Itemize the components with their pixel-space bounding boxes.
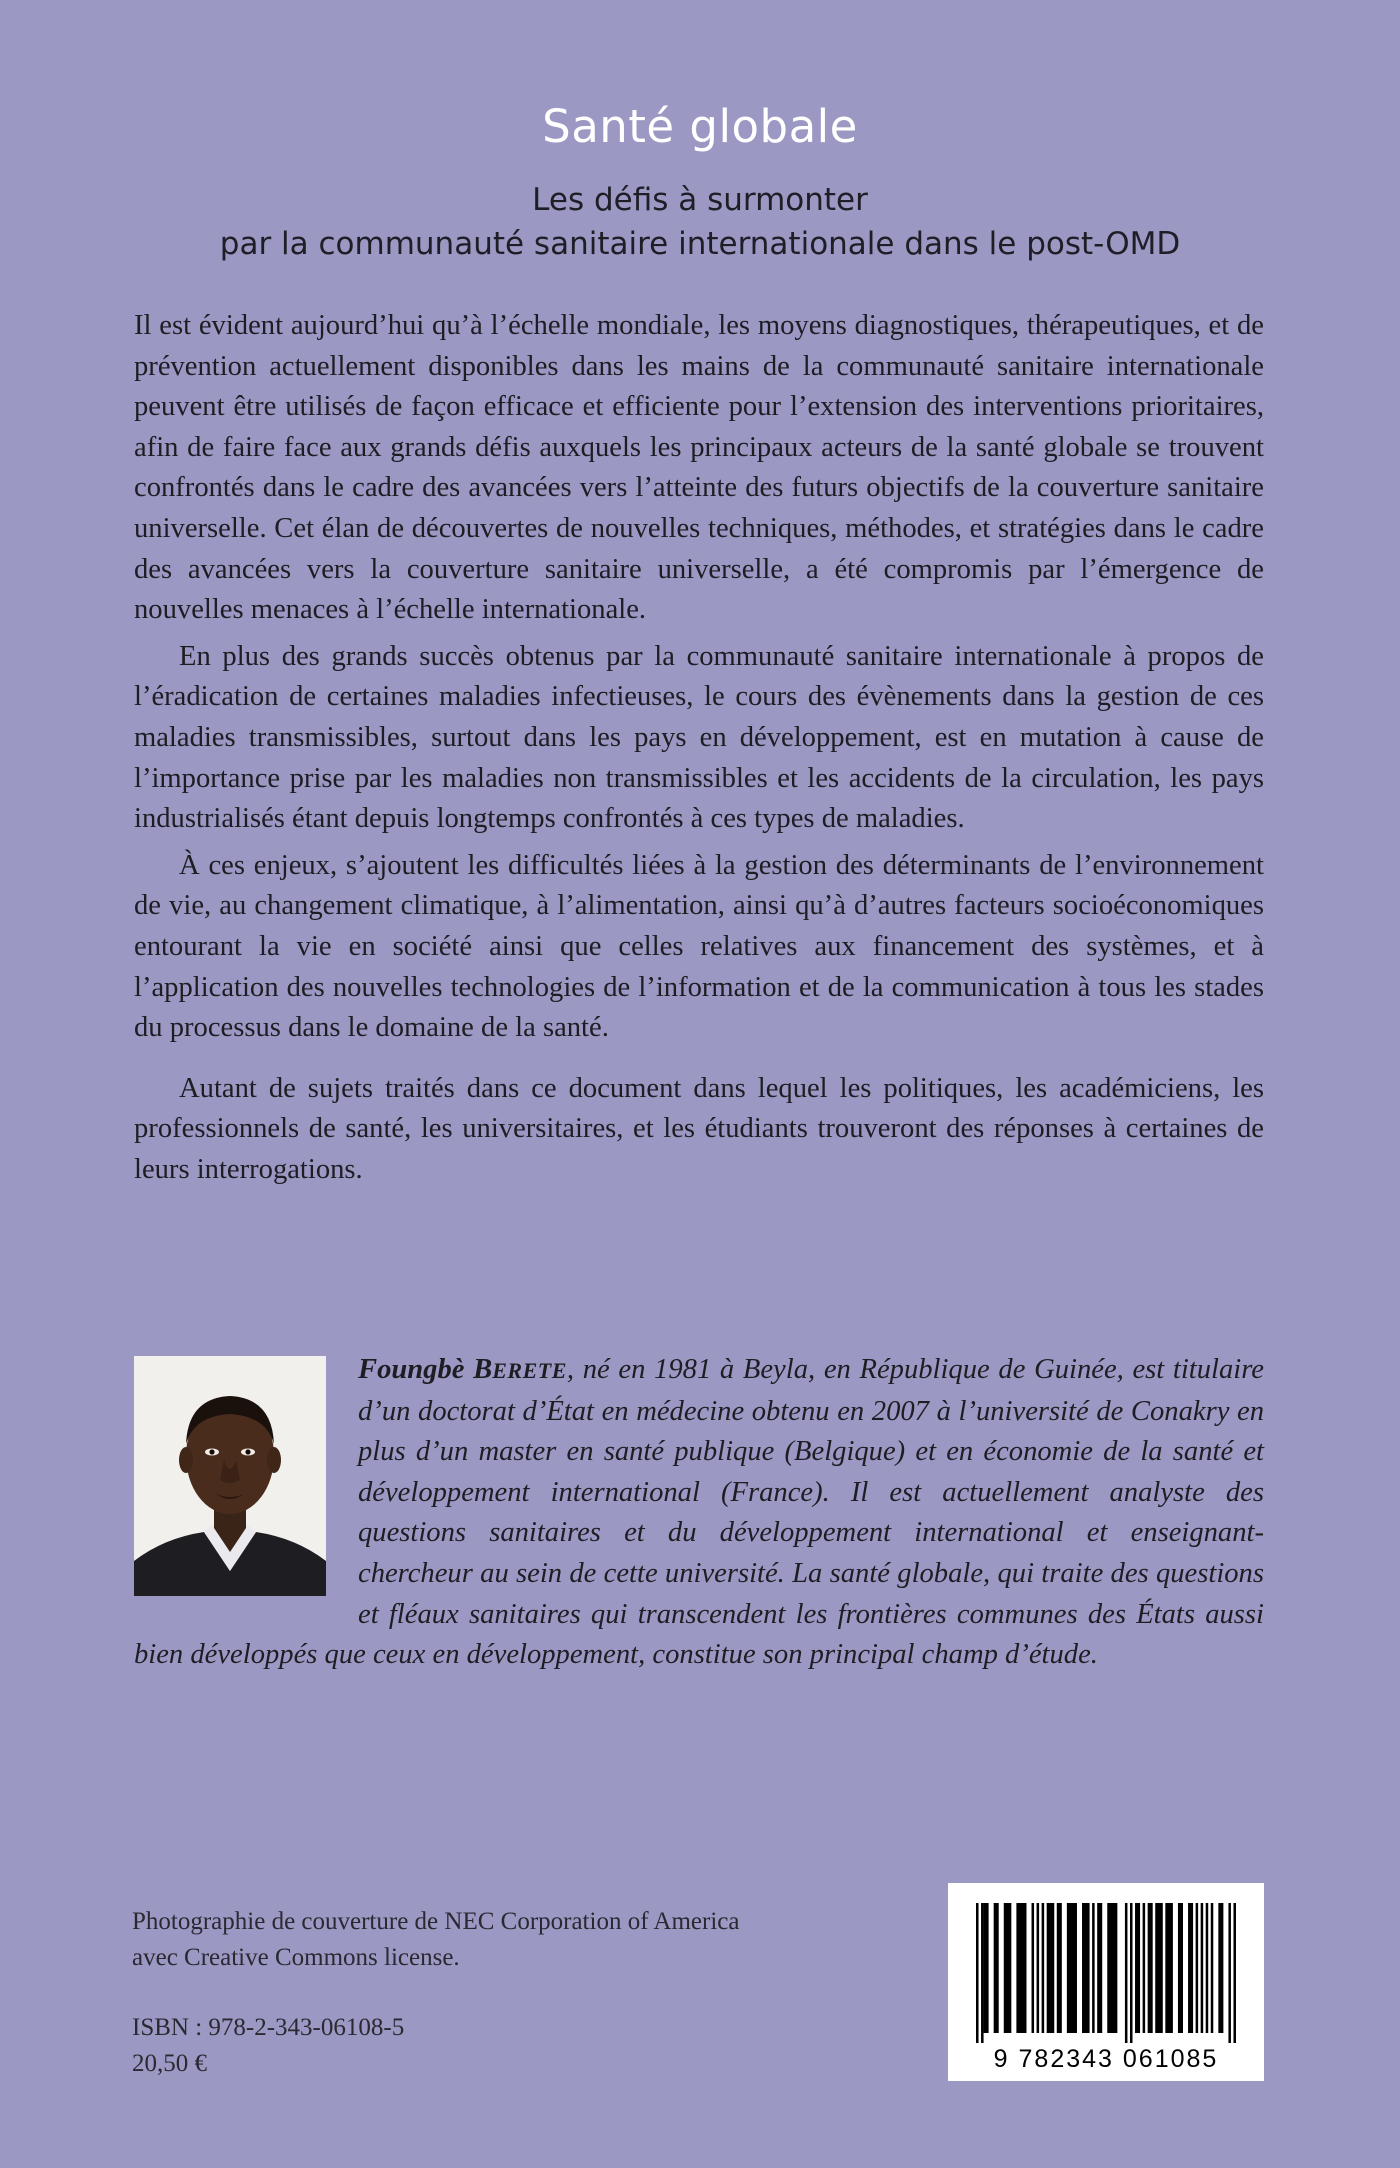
barcode-bar xyxy=(1143,1903,1146,2033)
barcode-bar xyxy=(1042,1903,1045,2033)
barcode-bar xyxy=(1206,1903,1209,2033)
barcode-bar xyxy=(1125,1903,1128,2043)
barcode-bar xyxy=(1057,1903,1062,2033)
barcode-bar xyxy=(1032,1903,1035,2033)
photo-credit-line-1: Photographie de couverture de NEC Corporation of America xyxy=(132,1908,740,1935)
author-bio-text: , né en 1981 à Beyla, en République de Guinée, est titulaire d’un doctorat d’État en médecine obtenu en 2007 à l’université de Conakry en plus d’un master en santé publique (Belgique) et en économie de la santé et développement international (France). Il est actuellement analyste des questions sanitaires et du développement international et enseignant-chercheur au sein de cette université. La santé globale, qui traite des questions et fléaux sanitaires qui transcendent les frontières communes des États aussi bien développés que ceux en développement, constitue son principal champ d’étude. xyxy=(134,1354,1264,1671)
author-surname-rest: ERETE xyxy=(492,1358,567,1383)
author-surname-initial: B xyxy=(473,1354,493,1385)
barcode-bar xyxy=(1037,1903,1040,2033)
barcode-bar xyxy=(1067,1903,1077,2033)
blurb xyxy=(134,306,1264,1190)
isbn-price-block xyxy=(132,2010,404,2082)
barcode-bar xyxy=(981,1903,984,2043)
barcode-bar xyxy=(1165,1903,1173,2033)
barcode-bar xyxy=(1004,1903,1012,2033)
subtitle-line-2: par la communauté sanitaire internationale dans le post-OMD xyxy=(219,226,1181,262)
barcode-bar xyxy=(984,1903,989,2033)
barcode-bar xyxy=(1178,1903,1183,2033)
barcode-bar xyxy=(1097,1903,1102,2033)
price: 20,50 € xyxy=(132,2050,207,2077)
author-photo xyxy=(134,1356,326,1596)
author-portrait-illustration xyxy=(134,1356,326,1596)
barcode-bar xyxy=(976,1903,979,2043)
book-title: Santé globale xyxy=(542,100,858,153)
barcode-bar xyxy=(1233,1903,1236,2043)
subtitle-line-1: Les défis à surmonter xyxy=(532,182,868,218)
barcode-bar xyxy=(1196,1903,1199,2033)
photo-credits xyxy=(132,1904,739,1976)
blurb-paragraph-1: Il est évident aujourd’hui qu’à l’échelle mondiale, les moyens diagnostiques, thérapeutiques, et de prévention actuellement disponibles dans les mains de la communauté sanitaire internationale peuvent être utilisés de façon efficace et efficiente pour l’extension des interventions prioritaires, afin de faire face aux grands défis auxquels les principaux acteurs de la santé globale se trouvent confrontés dans le cadre des avancées vers l’atteinte des futurs objectifs de la couverture sanitaire universelle. Cet élan de découvertes de nouvelles techniques, méthodes, et stratégies dans le cadre des avancées vers la couverture sanitaire universelle, a été compromis par l’émergence de nouvelles menaces à l’échelle internationale. xyxy=(134,310,1264,626)
barcode-bar xyxy=(1218,1903,1223,2033)
barcode-bar xyxy=(1228,1903,1231,2043)
blurb-paragraph-4: Autant de sujets traités dans ce document dans lequel les politiques, les académiciens, les professionnels de santé, les universitaires, et les étudiants trouveront des réponses à certaines de leurs interrogations. xyxy=(134,1072,1264,1185)
barcode-bar xyxy=(1047,1903,1055,2033)
isbn-number: ISBN : 978-2-343-06108-5 xyxy=(132,2014,405,2041)
barcode-bar xyxy=(1211,1903,1214,2033)
book-subtitle xyxy=(0,178,1400,266)
barcode-digits: 9 782343 061085 xyxy=(993,2045,1219,2073)
author-first-name: Foungbè xyxy=(358,1354,465,1385)
barcode-bar xyxy=(1130,1903,1133,2043)
blurb-paragraph-2: En plus des grands succès obtenus par la communauté sanitaire internationale à propos de l’éradication de certaines maladies infectieuses, le cours des évènements dans la gestion de ces maladies transmissibles, surtout dans les pays en développement, est en mutation à cause de l’importance prise par les maladies non transmissibles et les accidents de la circulation, les pays industrialisés étant depuis longtemps confrontés à ces types de maladies. xyxy=(134,640,1264,835)
blurb-paragraph-3: À ces enjeux, s’ajoutent les difficultés liées à la gestion des déterminants de l’environnement de vie, au changement climatique, à l’alimentation, ainsi qu’à d’autres facteurs socioéconomiques entourant la vie en société ainsi que celles relatives aux financement des systèmes, et à l’application des nouvelles technologies de l’information et de la communication à tous les stades du processus dans le domaine de la santé. xyxy=(134,849,1264,1044)
barcode-bar xyxy=(994,1903,999,2033)
barcode xyxy=(948,1883,1264,2081)
barcode-graphic xyxy=(948,1883,1264,2081)
barcode-bar xyxy=(1092,1903,1095,2033)
barcode-bar xyxy=(1201,1903,1204,2033)
barcode-bar xyxy=(1016,1903,1026,2033)
author-block xyxy=(134,1350,1264,1676)
barcode-bar xyxy=(1107,1903,1117,2033)
barcode-bar xyxy=(1135,1903,1140,2033)
barcode-bar xyxy=(1155,1903,1163,2033)
barcode-bar xyxy=(1148,1903,1153,2033)
photo-credit-line-2: avec Creative Commons license. xyxy=(132,1944,460,1971)
barcode-bar xyxy=(1188,1903,1193,2033)
barcode-bar xyxy=(1082,1903,1090,2033)
